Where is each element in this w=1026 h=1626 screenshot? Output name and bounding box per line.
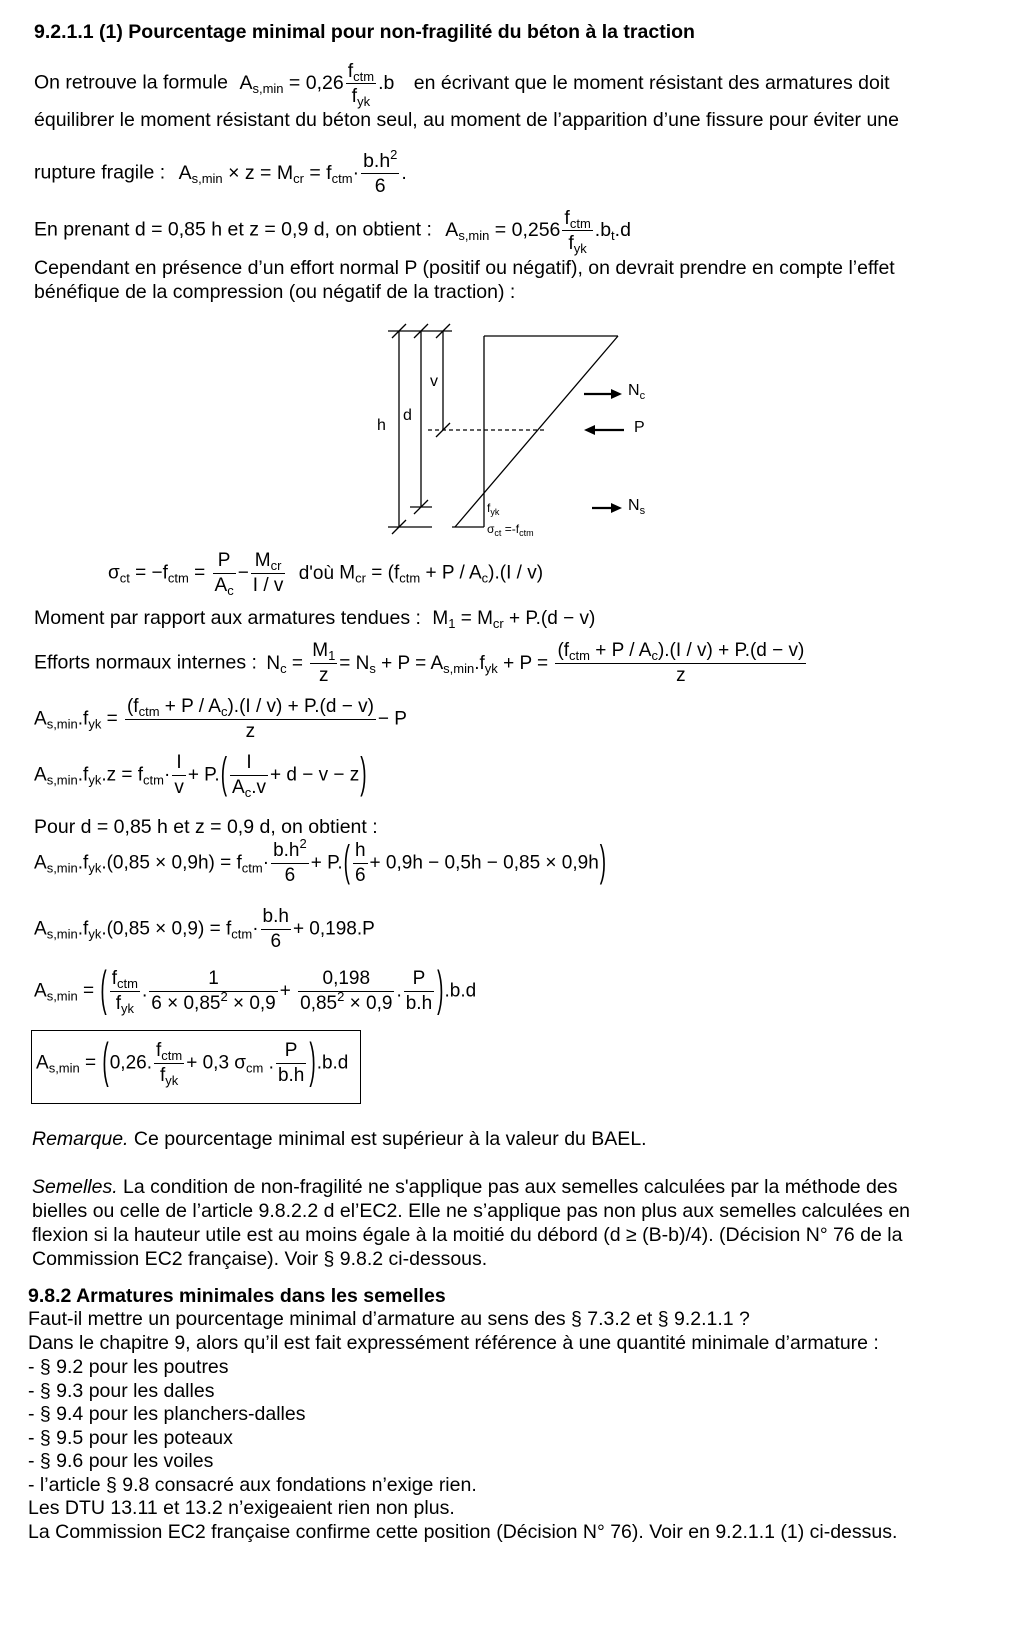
list-line: Dans le chapitre 9, alors qu’il est fait expressément référence à une quantité minimale d’armature : — [28, 1332, 879, 1354]
paragraph-semelles-2: bielles ou celle de l’article 9.8.2.2 d el’EC2. Elle ne s’applique pas non plus aux semelles calculées en — [32, 1200, 911, 1222]
paragraph-line-2: équilibrer le moment résistant du béton seul, au moment de l’apparition d’une fissure pour éviter une — [34, 109, 899, 131]
list-line: Faut-il mettre un pourcentage minimal d’armature au sens des § 7.3.2 et § 9.2.1.1 ? — [28, 1308, 750, 1330]
paragraph-line-5: Cependant en présence d’un effort normal P (positif ou négatif), on devrait prendre en compte l’effet — [34, 257, 895, 279]
label-v: v — [430, 373, 438, 390]
label-fyk: $f_{yk}$ — [487, 501, 500, 517]
paragraph-line-3 — [34, 147, 407, 197]
section-title-9-2-1-1: 9.2.1.1 (1) Pourcentage minimal pour non-fragilité du béton à la traction — [34, 21, 695, 43]
label-nc: $N_c$ — [628, 382, 646, 402]
formula-moment-cr: $A_{s,min} \times z = M_{cr} = f_{ctm}\cdot$ $\frac{b.h^2}{6}$ . — [178, 147, 407, 197]
text-dou: d'où — [298, 562, 335, 584]
text-efforts-label: Efforts normaux internes : — [34, 651, 257, 674]
list-item: - l’article § 9.8 consacré aux fondations n’exige rien. — [28, 1474, 477, 1496]
text-intro: On retrouve la formule — [34, 71, 229, 94]
semelles-line-1: La condition de non-fragilité ne s'applique pas aux semelles calculées par la méthode des — [117, 1176, 898, 1198]
paragraph-semelles-3: flexion si la hauteur utile est au moins égale à la moitié du débord (d ≥ (B-b)/4). (Décision N° 76 de la — [32, 1224, 903, 1246]
list-line: Les DTU 13.11 et 13.2 n’exigeaient rien non plus. — [28, 1497, 455, 1519]
arrow-nc-icon — [611, 389, 622, 399]
paragraph-formula-intro — [34, 60, 890, 107]
text-en-prenant: En prenant d = 0,85 h et z = 0,9 d, on obtient : — [34, 218, 432, 241]
formula-asmin-fyk-3: $A_{s,min}.f_{yk}.(0,85 \times 0,9h) = f_{ctm}\cdot$ $\frac{b.h^2}{6}$ + P.( $\frac{h}{6}$ + 0,9h − 0,5h − 0,85 × 0,9h) — [34, 836, 607, 887]
formula-sigma-ct: $\sigma_{ct} = -f_{ctm}$ = $\frac{P}{A_c}$ − $M_{cr}$ I / v d'où $M_{cr} = (f_{ctm} + P / A_c).(I / v)$ — [108, 550, 544, 598]
list-item: - § 9.4 pour les planchers-dalles — [28, 1403, 306, 1425]
label-d: d — [403, 407, 412, 424]
paragraph-line-6: bénéfique de la compression (ou négatif de la traction) : — [34, 281, 516, 303]
list-item: - § 9.2 pour les poutres — [28, 1356, 229, 1378]
section-title-9-8-2: 9.8.2 Armatures minimales dans les semelles — [28, 1285, 446, 1307]
list-item: - § 9.3 pour les dalles — [28, 1380, 215, 1402]
stress-diagram — [360, 320, 700, 550]
arrow-ns-icon — [611, 503, 622, 513]
text-intro-end: en écrivant que le moment résistant des armatures doit — [413, 71, 890, 94]
paragraph-semelles-4: Commission EC2 française). Voir § 9.8.2 ci-dessous. — [32, 1248, 488, 1270]
paragraph-remarque — [32, 1127, 647, 1151]
formula-m1: $M_1 = M_{cr} + P.(d - v)$ — [432, 608, 596, 631]
label-p: P — [634, 419, 645, 436]
formula-asmin-fyk-1: $A_{s,min}.f_{yk}$ = $(f_{ctm} + P / A_c).(I / v) + P.(d - v)$ z − P — [34, 696, 407, 742]
formula-as-min-0256: $A_{s,min} = 0,256$ $f_{ctm}$ $f_{yk}$ $.b_t.d$ — [445, 207, 631, 256]
arrow-p-icon — [584, 425, 595, 435]
paragraph-efforts — [34, 640, 808, 687]
formula-asmin-fyk-2: $A_{s,min}.f_{yk}.z = f_{ctm}\cdot$ $\frac{I}{v}$ + P.( $\frac{I}{A_c.v}$ + d − v − z) — [34, 750, 367, 800]
text-rupture: rupture fragile : — [34, 161, 166, 184]
formula-asmin-fyk-4: $A_{s,min}.f_{yk}.(0,85 \times 0,9) = f_{ctm}\cdot$ $\frac{b.h}{6}$ + 0,198.P — [34, 906, 375, 952]
remarque-label: Remarque. — [32, 1128, 129, 1150]
text-moment-label: Moment par rapport aux armatures tendues : — [34, 607, 421, 629]
formula-as-min-026: $A_{s,min} = 0,26$ $f_{ctm}$ $f_{yk}$ .b — [239, 60, 400, 109]
label-sigma-ct: $\sigma_{ct} =-f_{ctm}$ — [487, 522, 534, 538]
paragraph-semelles-1 — [32, 1175, 898, 1199]
list-line: La Commission EC2 française confirme cette position (Décision N° 76). Voir en 9.2.1.1 (1) ci-dessus. — [28, 1521, 898, 1543]
label-h: h — [377, 417, 386, 434]
paragraph-pour: Pour d = 0,85 h et z = 0,9 d, on obtient : — [34, 816, 378, 838]
remarque-text: Ce pourcentage minimal est supérieur à la valeur du BAEL. — [128, 1128, 647, 1150]
formula-nc: $N_c$ = $\frac{M_1}{z}$ = $N_s + P = A_{s,min}.f_{yk} + P$ = $(f_{ctm} + P / A_c).(I / v) + P.(d - v)$ z — [266, 640, 805, 686]
paragraph-line-4 — [34, 207, 631, 254]
list-item: - § 9.5 pour les poteaux — [28, 1427, 233, 1449]
paragraph-moment — [34, 606, 595, 631]
label-ns: $N_s$ — [628, 497, 646, 517]
formula-asmin-final: $A_{s,min} = (0,26$. $f_{ctm}$ $f_{yk}$ + 0,3 $\sigma_{cm}$ . $\frac{P}{b.h}$ ).b.d — [36, 1034, 349, 1090]
list-item: - § 9.6 pour les voiles — [28, 1450, 214, 1472]
semelles-label: Semelles. — [32, 1176, 118, 1198]
formula-asmin-5: $A_{s,min}$ = ( $f_{ctm}$ $f_{yk}$ . $\frac{1}{6 \times 0,85^2 \times 0,9}$ + $\frac{0,198}{0,85^2 \times 0,9}$ . $\frac{P}{b.h}$ ).b.d — [34, 962, 477, 1018]
